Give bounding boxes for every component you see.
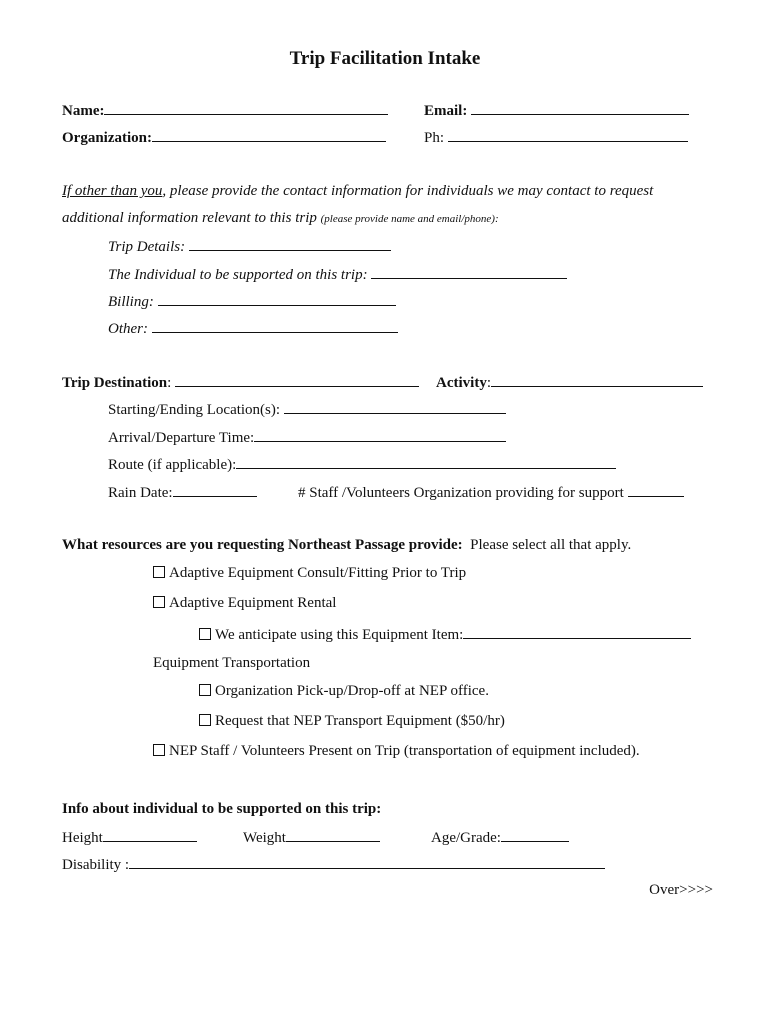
rental-checkbox[interactable] <box>153 596 165 608</box>
staff-count-field[interactable] <box>628 482 684 497</box>
other-label: Other: <box>108 321 148 337</box>
rain-date-label: Rain Date: <box>108 485 173 501</box>
weight-row <box>243 827 380 847</box>
staff-count-row <box>298 482 684 502</box>
other-contact-intro <box>62 182 653 200</box>
billing-field[interactable] <box>158 291 396 306</box>
transport-heading: Equipment Transportation <box>153 655 311 671</box>
billing-row <box>108 291 396 311</box>
organization-label: Organization: <box>62 130 152 146</box>
route-field[interactable] <box>236 454 616 469</box>
locations-row <box>108 399 506 419</box>
resources-question: What resources are you requesting Northeast Passage provide: <box>62 537 463 553</box>
intro-line2: additional information relevant to this trip <box>62 210 317 226</box>
activity-field[interactable] <box>491 372 703 387</box>
activity-colon: : <box>486 375 491 391</box>
staff-present-checkbox[interactable] <box>153 744 165 756</box>
individual-row <box>108 264 567 284</box>
trip-details-label: Trip Details: <box>108 239 186 255</box>
age-label: Age/Grade: <box>431 830 501 846</box>
consult-label: Adaptive Equipment Consult/Fitting Prior to Trip <box>169 565 467 581</box>
intro-rest: , please provide the contact information for individuals we may contact to request <box>162 183 654 199</box>
anticipate-option <box>199 624 691 644</box>
individual-label: The Individual to be supported on this trip: <box>108 267 368 283</box>
times-field[interactable] <box>254 427 506 442</box>
disability-row <box>62 854 605 874</box>
locations-label: Starting/Ending Location(s): <box>108 402 281 418</box>
disability-field[interactable] <box>129 854 605 869</box>
trip-details-row <box>108 236 391 256</box>
email-label: Email: <box>424 103 468 119</box>
resources-instruction: Please select all that apply. <box>470 537 632 553</box>
other-row <box>108 318 398 338</box>
individual-field[interactable] <box>371 264 567 279</box>
disability-label: Disability : <box>62 857 130 873</box>
times-label: Arrival/Departure Time: <box>108 430 255 446</box>
anticipate-label: We anticipate using this Equipment Item: <box>215 627 464 643</box>
anticipate-checkbox[interactable] <box>199 628 211 640</box>
phone-label: Ph: <box>424 130 445 146</box>
pickup-checkbox[interactable] <box>199 684 211 696</box>
name-field[interactable] <box>104 100 388 115</box>
activity-label: Activity <box>436 375 487 391</box>
email-row <box>424 100 689 120</box>
staff-count-label: # Staff /Volunteers Organization providing for support <box>298 485 624 501</box>
destination-label: Trip Destination <box>62 375 168 391</box>
page-title: Trip Facilitation Intake <box>289 48 481 69</box>
name-label: Name: <box>62 103 105 119</box>
times-row <box>108 427 506 447</box>
trip-details-field[interactable] <box>189 236 391 251</box>
email-field[interactable] <box>471 100 689 115</box>
pickup-option <box>199 682 489 700</box>
nep-transport-option <box>199 712 505 730</box>
destination-row <box>62 372 419 392</box>
other-contact-intro-line2 <box>62 209 499 228</box>
individual-heading: Info about individual to be supported on this trip: <box>62 801 382 817</box>
activity-row <box>436 372 703 392</box>
consult-checkbox[interactable] <box>153 566 165 578</box>
organization-field[interactable] <box>152 127 386 142</box>
consult-option <box>153 564 466 582</box>
rain-date-row <box>108 482 257 502</box>
organization-row <box>62 127 386 147</box>
staff-present-label: NEP Staff / Volunteers Present on Trip (transportation of equipment included). <box>169 743 640 759</box>
phone-field[interactable] <box>448 127 688 142</box>
age-field[interactable] <box>501 827 569 842</box>
rental-label: Adaptive Equipment Rental <box>169 595 337 611</box>
pickup-label: Organization Pick-up/Drop-off at NEP office. <box>215 683 489 699</box>
rain-date-field[interactable] <box>173 482 257 497</box>
weight-label: Weight <box>243 830 286 846</box>
locations-field[interactable] <box>284 399 506 414</box>
height-field[interactable] <box>103 827 197 842</box>
route-label: Route (if applicable): <box>108 457 237 473</box>
staff-present-option <box>153 742 640 760</box>
rental-option <box>153 594 336 612</box>
destination-colon: : <box>167 375 172 391</box>
nep-transport-checkbox[interactable] <box>199 714 211 726</box>
route-row <box>108 454 616 474</box>
nep-transport-label: Request that NEP Transport Equipment ($50/hr) <box>215 713 505 729</box>
other-field[interactable] <box>152 318 398 333</box>
over-indicator: Over>>>> <box>649 882 713 898</box>
weight-field[interactable] <box>286 827 380 842</box>
equipment-item-field[interactable] <box>463 624 691 639</box>
intro-underlined: If other than you <box>62 183 163 199</box>
name-row <box>62 100 388 120</box>
billing-label: Billing: <box>108 294 154 310</box>
age-row <box>431 827 569 847</box>
resources-question-row <box>62 536 631 554</box>
height-row <box>62 827 197 847</box>
phone-row <box>424 127 688 147</box>
destination-field[interactable] <box>175 372 419 387</box>
intro-note: (please provide name and email/phone): <box>320 213 499 225</box>
height-label: Height <box>62 830 103 846</box>
